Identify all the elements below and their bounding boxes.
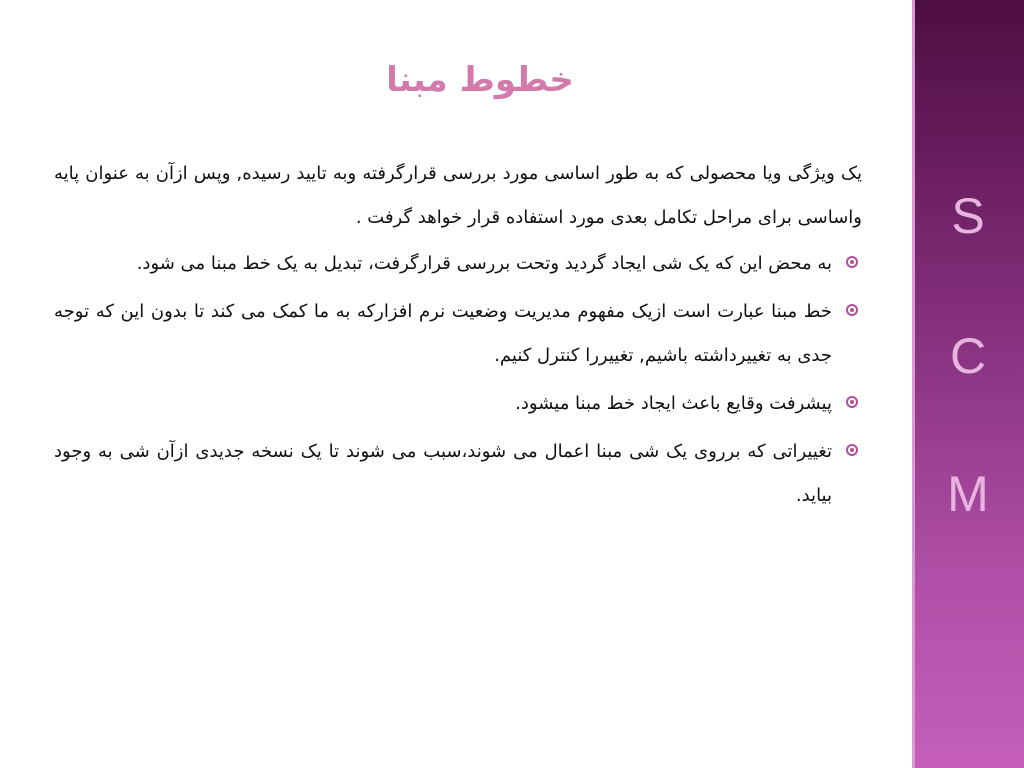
sidebar-edge-divider <box>912 0 915 768</box>
sidebar-letter-c: C <box>949 328 987 384</box>
intro-paragraph: یک ویژگی ویا محصولی که به طور اساسی مورد بررسی قرارگرفته وبه تایید رسیده, وپس ازآن به عنوان پایه واساسی برای مراحل تکامل بعدی مورد استفاده قرار خواهد گرفت . <box>54 163 862 228</box>
bullet-text: تغییراتی که برروی یک شی مبنا اعمال می شوند،سبب می شوند تا یک نسخه جدیدی ازآن شی به وجود بیاید. <box>54 441 832 506</box>
slide-content <box>54 152 862 522</box>
sidebar-letter-s: S <box>951 188 985 244</box>
sidebar-letter-m: M <box>947 466 989 522</box>
bullet-item <box>54 290 862 378</box>
bullet-item <box>54 430 862 518</box>
circled-dot-bullet-icon <box>846 444 858 456</box>
bullet-item <box>54 242 862 286</box>
bullet-text: به محض این که یک شی ایجاد گردید وتحت بررسی قرارگرفت، تبدیل به یک خط مبنا می شود. <box>136 253 832 274</box>
circled-dot-bullet-icon <box>846 396 858 408</box>
sidebar-panel <box>912 0 1024 768</box>
bullet-item <box>54 382 862 426</box>
circled-dot-bullet-icon <box>846 304 858 316</box>
bullet-text: پیشرفت وقایع باعث ایجاد خط مبنا میشود. <box>515 393 832 414</box>
slide-title: خطوط مبنا <box>386 60 574 100</box>
bullet-text: خط مبنا عبارت است ازیک مفهوم مدیریت وضعیت نرم افزارکه به ما کمک می کند تا بدون این که توجه جدی به تغییرداشته باشیم, تغییررا کنترل کنیم. <box>54 301 832 366</box>
circled-dot-bullet-icon <box>846 256 858 268</box>
